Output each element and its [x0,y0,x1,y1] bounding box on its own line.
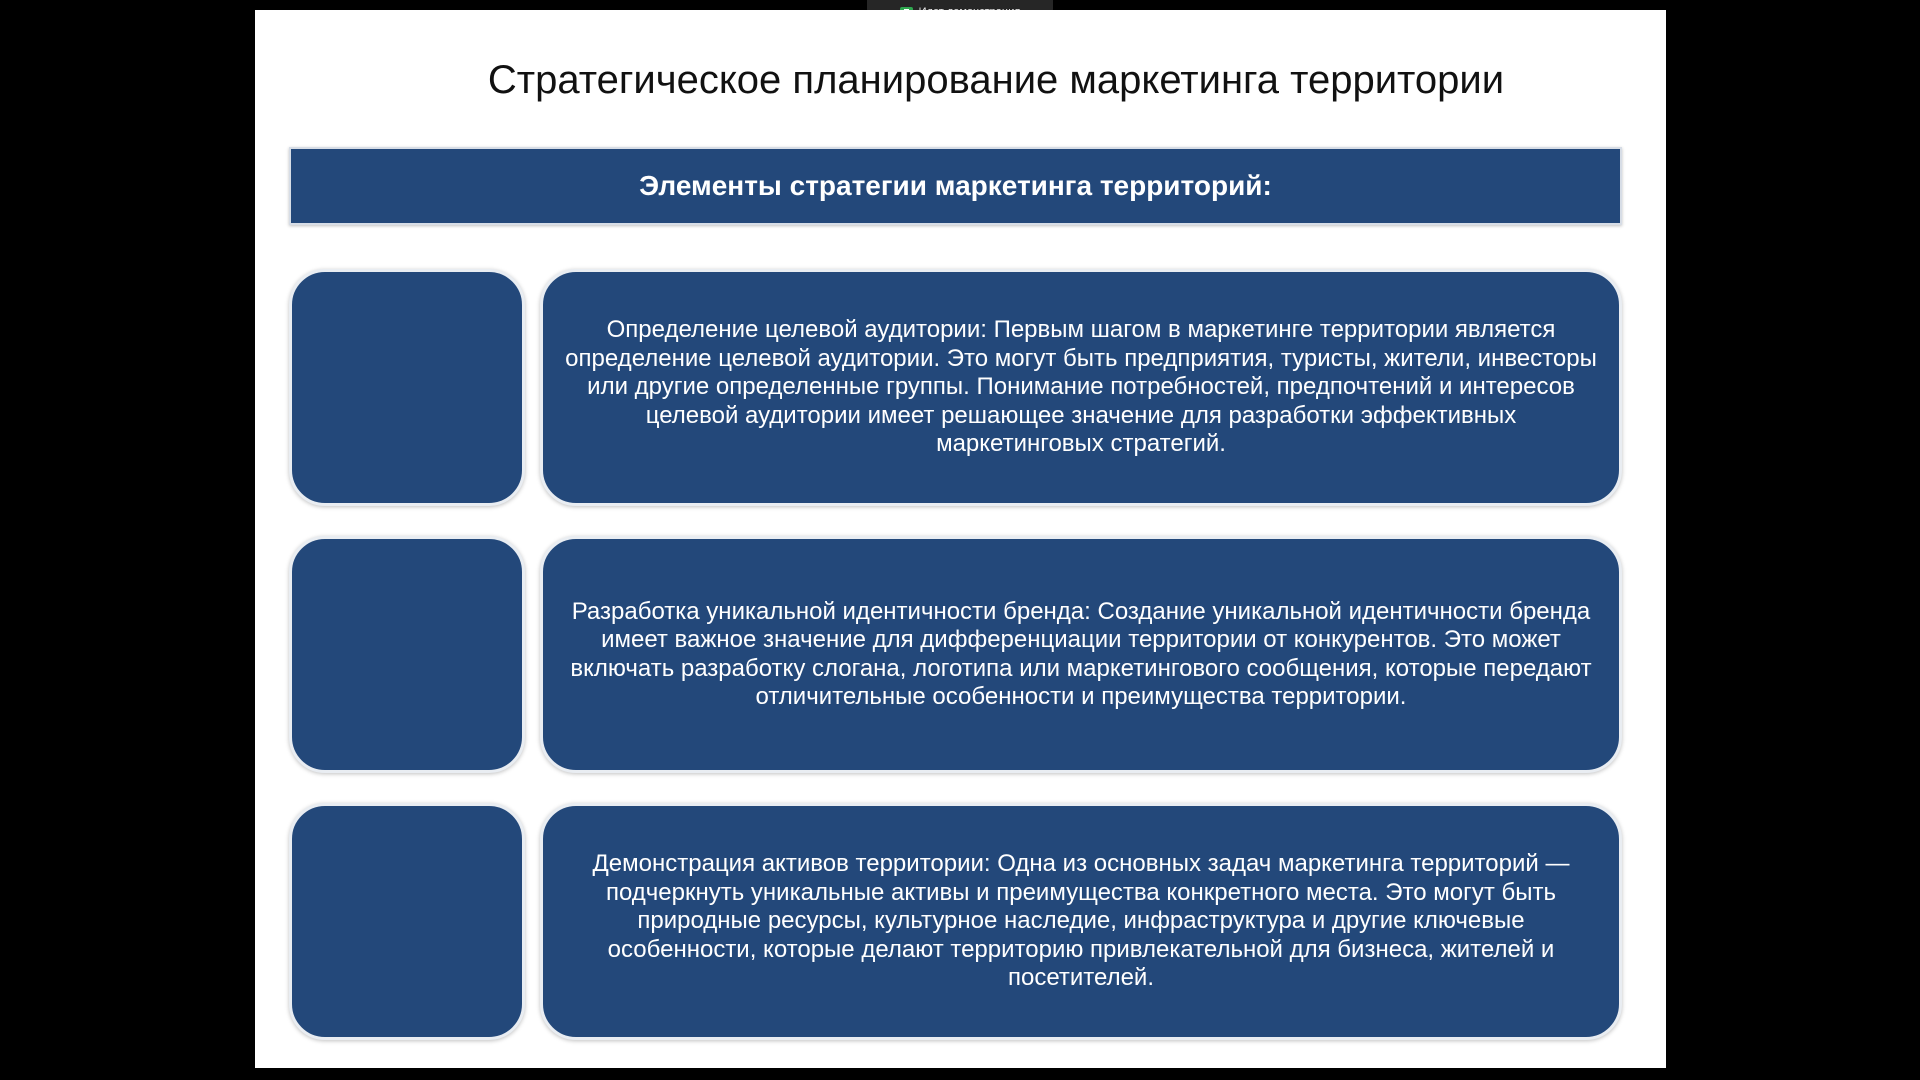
strategy-item [289,803,1622,1040]
item-text-box [540,536,1622,773]
item-marker-tile [289,536,525,773]
item-text-box [540,269,1622,506]
slide [255,10,1666,1068]
strategy-item [289,536,1622,773]
section-header: Элементы стратегии маркетинга территорий: [289,147,1622,225]
item-text: Определение целевой аудитории: Первым шагом в маркетинге территории является определение целевой аудитории. Это могут быть предприятия, туристы, жители, инвесторы или другие определенные группы. Понимание потребностей, предпочтений и интересов целевой аудитории имеет решающее значение для разработки эффективных маркетинговых стратегий. [565,316,1597,458]
strategy-item [289,269,1622,506]
item-text-box [540,803,1622,1040]
item-marker-tile [289,269,525,506]
item-text: Демонстрация активов территории: Одна из основных задач маркетинга территорий — подчеркнуть уникальные активы и преимущества конкретного места. Это могут быть природные ресурсы, культурное наследие, инфраструктура и другие ключевые особенности, которые делают территорию привлекательной для бизнеса, жителей и посетителей. [592,850,1570,992]
item-marker-tile [289,803,525,1040]
item-text: Разработка уникальной идентичности бренда: Создание уникальной идентичности бренда имеет важное значение для дифференциации территории от конкурентов. Это может включать разработку слогана, логотипа или маркетингового сообщения, которые передают отличительные особенности и преимущества территории. [570,597,1592,710]
slide-title: Стратегическое планирование маркетинга территории [487,58,1505,102]
